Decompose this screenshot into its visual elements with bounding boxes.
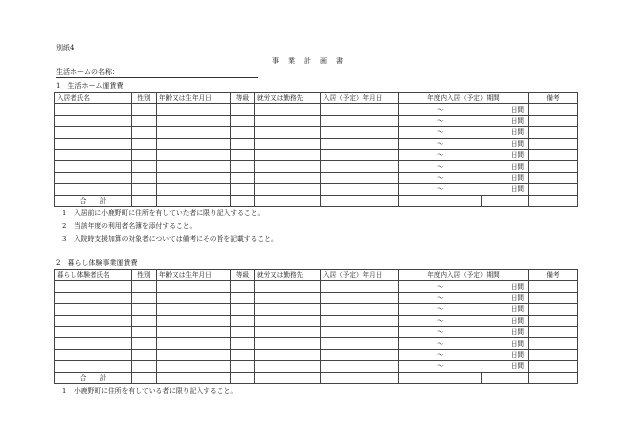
table-cell[interactable] (529, 127, 578, 138)
attachment-label: 別紙4 (56, 44, 75, 52)
total-row (55, 372, 578, 383)
column-header: 性別 (132, 93, 157, 104)
table-cell[interactable] (321, 372, 399, 383)
table-cell[interactable] (231, 292, 255, 303)
table-row (55, 184, 578, 195)
table-cell[interactable] (55, 149, 132, 160)
table-cell[interactable] (321, 104, 399, 115)
table-cell[interactable] (231, 149, 255, 160)
period-days-cell[interactable]: 日間 (482, 304, 529, 315)
table-cell[interactable] (321, 315, 399, 326)
period-start-cell[interactable]: 〜 (399, 138, 482, 149)
note-item (62, 220, 278, 233)
period-days-cell[interactable]: 日間 (482, 149, 529, 160)
table-cell[interactable] (157, 184, 231, 195)
column-header: 就労又は勤務先 (255, 93, 321, 104)
table-cell[interactable] (231, 184, 255, 195)
table-cell[interactable] (529, 161, 578, 172)
period-start-cell[interactable]: 〜 (399, 104, 482, 115)
table-cell[interactable] (255, 104, 321, 115)
table-row (55, 338, 578, 349)
table-cell[interactable] (255, 184, 321, 195)
table-cell[interactable] (255, 372, 321, 383)
table-row (55, 161, 578, 172)
period-start-cell[interactable]: 〜 (399, 315, 482, 326)
period-days-cell[interactable]: 日間 (482, 127, 529, 138)
experience-table (54, 269, 578, 384)
resident-table (54, 92, 578, 207)
table-row (55, 149, 578, 160)
table-cell[interactable] (157, 304, 231, 315)
period-days-cell[interactable]: 日間 (482, 315, 529, 326)
table-cell[interactable] (132, 304, 157, 315)
table-cell[interactable] (255, 315, 321, 326)
table-cell[interactable] (157, 338, 231, 349)
table-cell[interactable] (231, 127, 255, 138)
table-row (55, 172, 578, 183)
table-cell[interactable] (157, 326, 231, 337)
table-cell[interactable] (482, 372, 529, 383)
table-cell[interactable] (157, 292, 231, 303)
table-cell[interactable] (55, 326, 132, 337)
table-cell[interactable] (529, 195, 578, 206)
table-row (55, 326, 578, 337)
table-cell[interactable] (132, 372, 157, 383)
table-cell[interactable] (132, 127, 157, 138)
period-start-cell[interactable]: 〜 (399, 281, 482, 292)
table-cell[interactable] (157, 104, 231, 115)
table-cell[interactable] (255, 304, 321, 315)
section2-heading: 2 暮らし体験事業運賃費 (56, 259, 138, 267)
table-cell[interactable] (529, 349, 578, 360)
period-days-cell[interactable]: 日間 (482, 161, 529, 172)
table-cell[interactable] (231, 338, 255, 349)
table-cell[interactable] (55, 161, 132, 172)
table-row (55, 349, 578, 360)
table-cell[interactable] (321, 304, 399, 315)
period-days-cell[interactable]: 日間 (482, 138, 529, 149)
section2-notes (62, 385, 237, 398)
table-row (55, 115, 578, 126)
table-cell[interactable] (55, 338, 132, 349)
column-header: 入居（予定）年月日 (321, 270, 399, 281)
period-start-cell[interactable]: 〜 (399, 172, 482, 183)
table-cell[interactable] (321, 115, 399, 126)
table-cell[interactable] (55, 127, 132, 138)
note-text: 当該年度の利用者名簿を添付すること。 (74, 222, 197, 230)
period-days-cell[interactable]: 日間 (482, 292, 529, 303)
table-cell[interactable] (231, 115, 255, 126)
table-cell[interactable] (132, 172, 157, 183)
table-cell[interactable] (255, 172, 321, 183)
table-cell[interactable] (321, 127, 399, 138)
period-start-cell[interactable]: 〜 (399, 338, 482, 349)
table-cell[interactable] (157, 161, 231, 172)
note-item (62, 385, 237, 398)
table-cell[interactable] (132, 281, 157, 292)
table-row (55, 292, 578, 303)
table-cell[interactable] (231, 349, 255, 360)
table-cell[interactable] (321, 149, 399, 160)
note-text: 入院時支援加算の対象者については備考にその旨を記載すること。 (74, 235, 278, 243)
period-start-cell[interactable]: 〜 (399, 127, 482, 138)
table-cell[interactable] (132, 115, 157, 126)
table-cell[interactable] (399, 372, 482, 383)
period-days-cell[interactable]: 日間 (482, 326, 529, 337)
total-label: 合 計 (55, 372, 132, 383)
table-cell[interactable] (55, 304, 132, 315)
table-cell[interactable] (255, 349, 321, 360)
table-cell[interactable] (321, 138, 399, 149)
note-number: 2 (62, 222, 67, 230)
table-row (55, 304, 578, 315)
note-number: 3 (62, 235, 67, 243)
period-days-cell[interactable]: 日間 (482, 349, 529, 360)
table-row (55, 361, 578, 372)
table-cell[interactable] (132, 349, 157, 360)
table-cell[interactable] (132, 292, 157, 303)
period-days-cell[interactable]: 日間 (482, 184, 529, 195)
table-cell[interactable] (231, 281, 255, 292)
table-cell[interactable] (529, 361, 578, 372)
table-cell[interactable] (321, 195, 399, 206)
table-cell[interactable] (321, 161, 399, 172)
table-cell[interactable] (231, 172, 255, 183)
table-cell[interactable] (255, 195, 321, 206)
table-row (55, 104, 578, 115)
table-cell[interactable] (255, 361, 321, 372)
table-cell[interactable] (321, 361, 399, 372)
table-cell[interactable] (132, 161, 157, 172)
column-header: 性別 (132, 270, 157, 281)
table-cell[interactable] (157, 172, 231, 183)
table-cell[interactable] (231, 138, 255, 149)
home-name-label: 生活ホームの名称： (56, 68, 119, 76)
table-cell[interactable] (55, 172, 132, 183)
column-header: 年度内入居（予定）期間 (399, 93, 529, 104)
table-cell[interactable] (231, 361, 255, 372)
table-cell[interactable] (157, 315, 231, 326)
column-header: 暮らし体験者氏名 (55, 270, 132, 281)
table-cell[interactable] (132, 184, 157, 195)
table-row (55, 127, 578, 138)
note-text: 小鹿野町に住所を有している者に限り記入すること。 (74, 387, 238, 395)
table-cell[interactable] (132, 338, 157, 349)
table-cell[interactable] (231, 104, 255, 115)
table-cell[interactable] (132, 149, 157, 160)
table-cell[interactable] (529, 281, 578, 292)
table-cell[interactable] (132, 138, 157, 149)
table-cell[interactable] (231, 161, 255, 172)
period-days-cell[interactable]: 日間 (482, 361, 529, 372)
table-cell[interactable] (255, 338, 321, 349)
table-cell[interactable] (157, 281, 231, 292)
table-cell[interactable] (231, 315, 255, 326)
table-cell[interactable] (255, 115, 321, 126)
period-start-cell[interactable]: 〜 (399, 149, 482, 160)
total-row (55, 195, 578, 206)
column-header: 入居（予定）年月日 (321, 93, 399, 104)
column-header: 備考 (529, 270, 578, 281)
table-row (55, 138, 578, 149)
note-item (62, 233, 278, 246)
period-start-cell[interactable]: 〜 (399, 292, 482, 303)
table-cell[interactable] (255, 281, 321, 292)
table-cell[interactable] (529, 138, 578, 149)
column-header: 年齢又は生年月日 (157, 93, 231, 104)
period-start-cell[interactable]: 〜 (399, 349, 482, 360)
table-cell[interactable] (255, 138, 321, 149)
total-label: 合 計 (55, 195, 132, 206)
table-cell[interactable] (132, 195, 157, 206)
table-cell[interactable] (529, 149, 578, 160)
table-cell[interactable] (321, 184, 399, 195)
table-cell[interactable] (132, 361, 157, 372)
table-cell[interactable] (55, 361, 132, 372)
table-cell[interactable] (529, 104, 578, 115)
table-cell[interactable] (55, 349, 132, 360)
table-cell[interactable] (321, 281, 399, 292)
period-start-cell[interactable]: 〜 (399, 326, 482, 337)
period-start-cell[interactable]: 〜 (399, 161, 482, 172)
table-cell[interactable] (399, 195, 482, 206)
table-cell[interactable] (529, 172, 578, 183)
column-header: 就労又は勤務先 (255, 270, 321, 281)
table-cell[interactable] (55, 281, 132, 292)
table-cell[interactable] (255, 292, 321, 303)
table-cell[interactable] (157, 349, 231, 360)
home-name-field[interactable] (56, 77, 258, 78)
table-cell[interactable] (529, 115, 578, 126)
table-cell[interactable] (529, 292, 578, 303)
period-days-cell[interactable]: 日間 (482, 104, 529, 115)
table-cell[interactable] (321, 172, 399, 183)
table-cell[interactable] (482, 195, 529, 206)
table-cell[interactable] (231, 372, 255, 383)
note-item (62, 207, 278, 220)
table-cell[interactable] (157, 372, 231, 383)
column-header: 等級 (231, 270, 255, 281)
document-title: 事業計画書 (272, 57, 352, 65)
table-cell[interactable] (157, 127, 231, 138)
table-cell[interactable] (529, 326, 578, 337)
table-row (55, 315, 578, 326)
table-cell[interactable] (55, 104, 132, 115)
table-cell[interactable] (132, 326, 157, 337)
period-start-cell[interactable]: 〜 (399, 184, 482, 195)
table-cell[interactable] (132, 104, 157, 115)
header-row (55, 270, 578, 281)
table-cell[interactable] (157, 138, 231, 149)
table-cell[interactable] (529, 315, 578, 326)
table-cell[interactable] (157, 115, 231, 126)
table-cell[interactable] (321, 292, 399, 303)
table-cell[interactable] (157, 149, 231, 160)
table-cell[interactable] (255, 149, 321, 160)
table-cell[interactable] (55, 292, 132, 303)
table-cell[interactable] (157, 195, 231, 206)
table-cell[interactable] (529, 338, 578, 349)
column-header: 等級 (231, 93, 255, 104)
table-cell[interactable] (529, 372, 578, 383)
table-cell[interactable] (55, 184, 132, 195)
column-header: 年齢又は生年月日 (157, 270, 231, 281)
table-cell[interactable] (55, 115, 132, 126)
table-cell[interactable] (157, 361, 231, 372)
period-start-cell[interactable]: 〜 (399, 361, 482, 372)
table-cell[interactable] (55, 138, 132, 149)
column-header: 備考 (529, 93, 578, 104)
section1-heading: 1 生活ホーム運賃費 (56, 82, 124, 90)
note-number: 1 (62, 387, 67, 395)
table-cell[interactable] (321, 326, 399, 337)
period-days-cell[interactable]: 日間 (482, 172, 529, 183)
section1-notes (62, 207, 278, 246)
table-cell[interactable] (231, 304, 255, 315)
table-cell[interactable] (529, 184, 578, 195)
table-cell[interactable] (55, 315, 132, 326)
note-number: 1 (62, 209, 67, 217)
table-cell[interactable] (321, 338, 399, 349)
period-days-cell[interactable]: 日間 (482, 338, 529, 349)
header-row (55, 93, 578, 104)
table-cell[interactable] (321, 349, 399, 360)
table-cell[interactable] (132, 315, 157, 326)
column-header: 年度内入居（予定）期間 (399, 270, 529, 281)
table-cell[interactable] (255, 161, 321, 172)
table-cell[interactable] (231, 195, 255, 206)
period-days-cell[interactable]: 日間 (482, 281, 529, 292)
period-start-cell[interactable]: 〜 (399, 304, 482, 315)
table-cell[interactable] (255, 326, 321, 337)
note-text: 入居前に小鹿野町に住所を有していた者に限り記入すること。 (74, 209, 265, 217)
period-start-cell[interactable]: 〜 (399, 115, 482, 126)
table-cell[interactable] (529, 304, 578, 315)
table-cell[interactable] (231, 326, 255, 337)
period-days-cell[interactable]: 日間 (482, 115, 529, 126)
table-row (55, 281, 578, 292)
column-header: 入居者氏名 (55, 93, 132, 104)
table-cell[interactable] (255, 127, 321, 138)
